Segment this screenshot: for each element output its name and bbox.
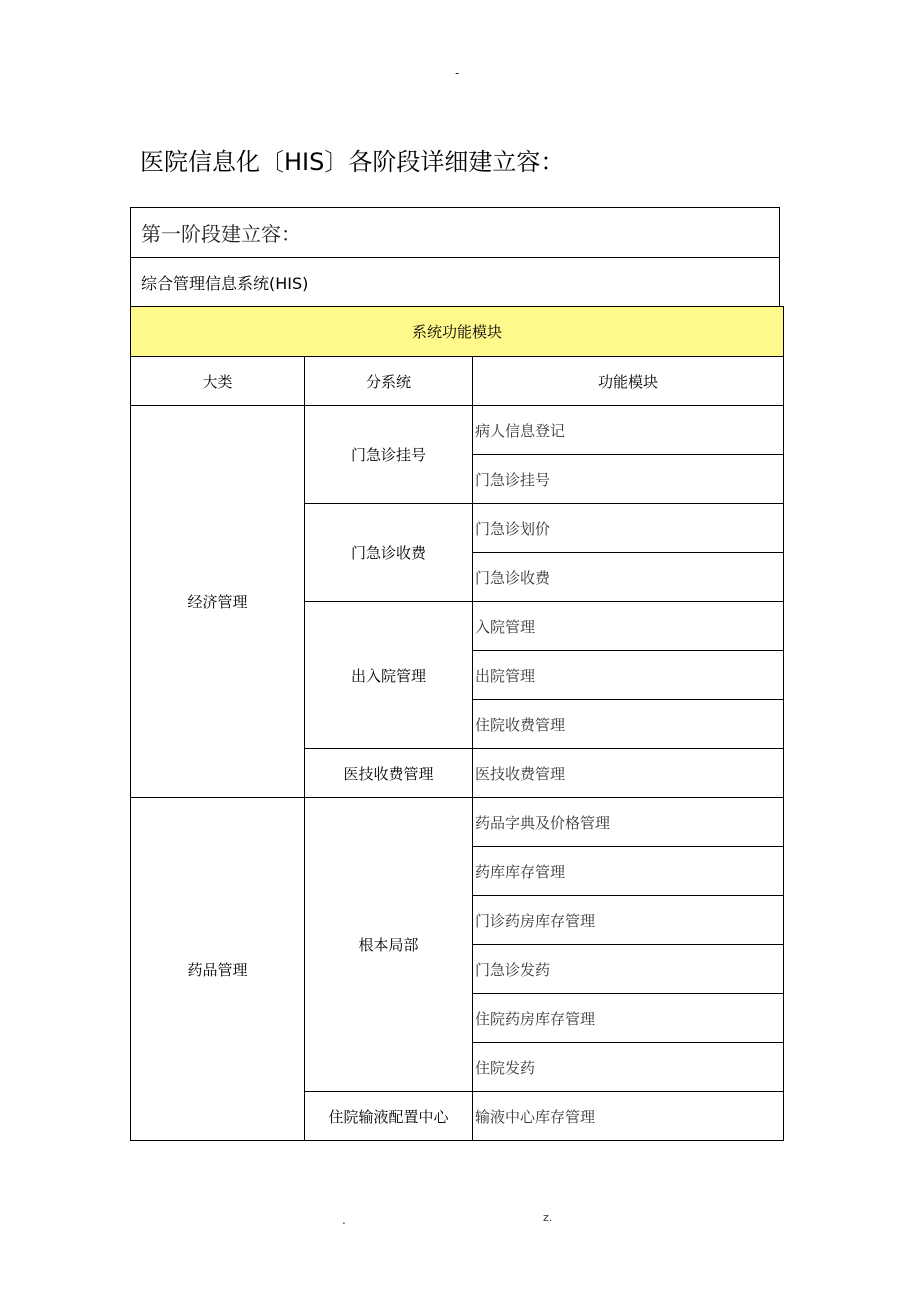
function-cell: 医技收费管理	[473, 749, 784, 798]
subsystem-infusion-center: 住院输液配置中心	[305, 1092, 473, 1141]
footer-mark: z.	[543, 1211, 553, 1224]
category-pharmacy: 药品管理	[131, 798, 305, 1141]
subsystem-admission: 出入院管理	[305, 602, 473, 749]
header-function: 功能模块	[473, 357, 784, 406]
function-cell: 住院收费管理	[473, 700, 784, 749]
function-cell: 门急诊收费	[473, 553, 784, 602]
function-cell: 门急诊划价	[473, 504, 784, 553]
function-cell: 药品字典及价格管理	[473, 798, 784, 847]
header-subsystem: 分系统	[305, 357, 473, 406]
function-cell: 住院药房库存管理	[473, 994, 784, 1043]
function-cell: 门急诊发药	[473, 945, 784, 994]
function-cell: 出院管理	[473, 651, 784, 700]
footer-dot: .	[342, 1213, 346, 1227]
function-cell: 入院管理	[473, 602, 784, 651]
function-cell: 输液中心库存管理	[473, 1092, 784, 1141]
function-cell: 门急诊挂号	[473, 455, 784, 504]
function-cell: 住院发药	[473, 1043, 784, 1092]
stage-label: 第一阶段建立容：	[130, 207, 780, 257]
function-cell: 门诊药房库存管理	[473, 896, 784, 945]
document-title: 医院信息化〔HIS〕各阶段详细建立容：	[140, 148, 565, 176]
category-economic: 经济管理	[131, 406, 305, 798]
function-module-table	[130, 306, 784, 1141]
system-label: 综合管理信息系统(HIS)	[130, 257, 780, 306]
header-mark: -	[455, 66, 460, 80]
subsystem-basic: 根本局部	[305, 798, 473, 1092]
header-category: 大类	[131, 357, 305, 406]
table-banner: 系统功能模块	[131, 307, 784, 357]
function-cell: 病人信息登记	[473, 406, 784, 455]
subsystem-registration: 门急诊挂号	[305, 406, 473, 504]
subsystem-medtech-billing: 医技收费管理	[305, 749, 473, 798]
subsystem-billing: 门急诊收费	[305, 504, 473, 602]
function-cell: 药库库存管理	[473, 847, 784, 896]
